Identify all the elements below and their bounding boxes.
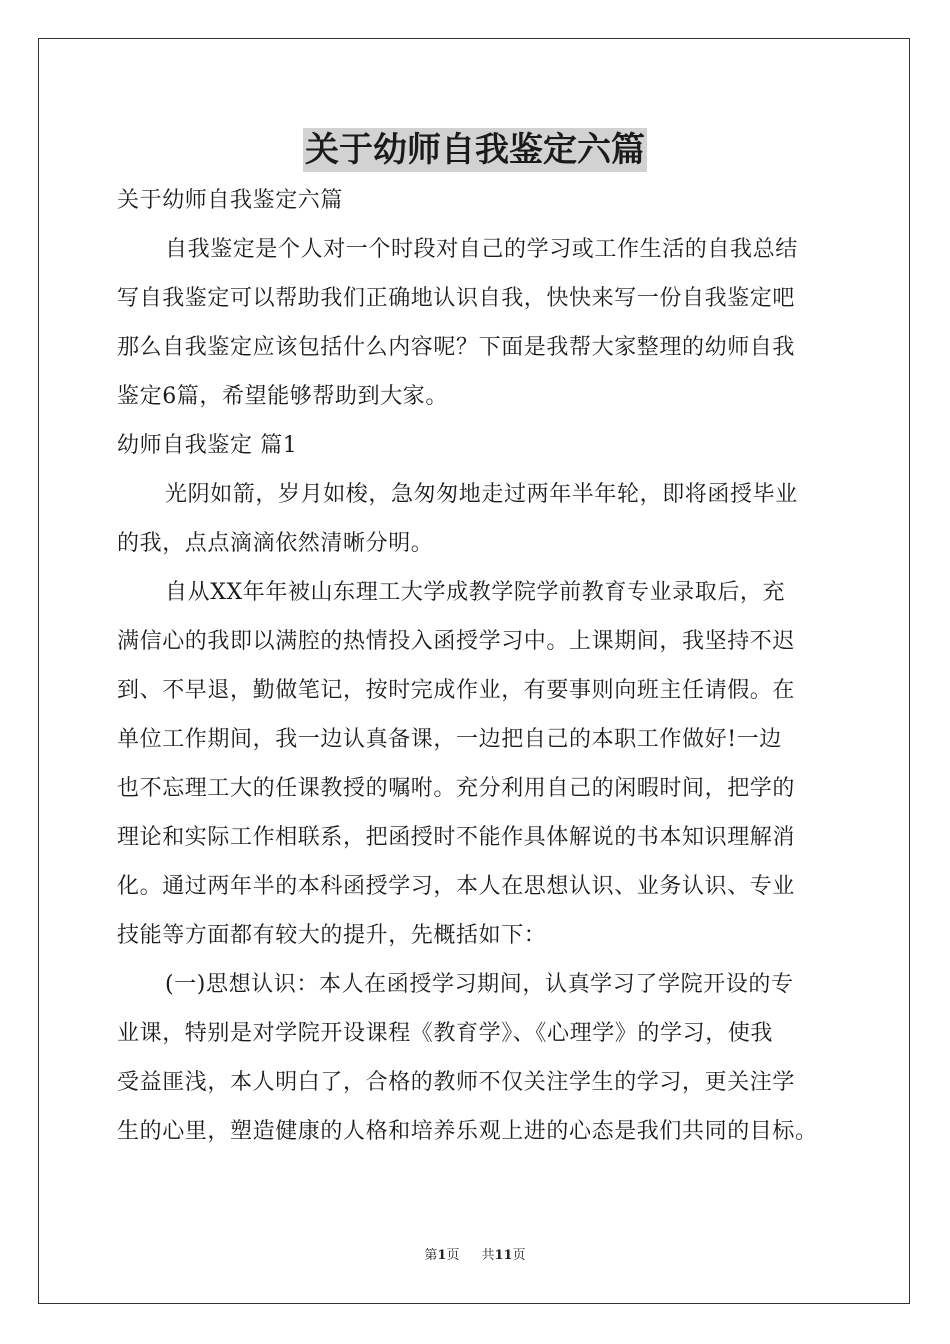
paragraph-line: 的我，点点滴滴依然清晰分明。 — [117, 531, 434, 556]
paragraph-line: 单位工作期间，我一边认真备课，一边把自己的本职工作做好!一边 — [117, 727, 782, 752]
section-heading: 幼师自我鉴定 篇1 — [117, 433, 298, 458]
title-block — [0, 128, 950, 172]
paragraph-line: 理论和实际工作相联系，把函授时不能作具体解说的书本知识理解消 — [117, 825, 796, 850]
document-subtitle: 关于幼师自我鉴定六篇 — [117, 188, 344, 213]
page-label-suffix: 页 — [446, 1248, 460, 1263]
paragraph-line: 到、不早退，勤做笔记，按时完成作业，有要事则向班主任请假。在 — [117, 678, 796, 703]
page-number: 1 — [437, 1248, 447, 1263]
intro-line: 那么自我鉴定应该包括什么内容呢？下面是我帮大家整理的幼师自我 — [117, 335, 796, 360]
paragraph-line: 技能等方面都有较大的提升，先概括如下： — [117, 923, 547, 948]
page-label-prefix: 第 — [424, 1248, 438, 1263]
paragraph-line: 也不忘理工大的任课教授的嘱咐。充分利用自己的闲暇时间，把学的 — [117, 776, 796, 801]
paragraph-line: 业课，特别是对学院开设课程《教育学》、《心理学》的学习，使我 — [117, 1021, 774, 1046]
paragraph-line: 受益匪浅，本人明白了，合格的教师不仅关注学生的学习，更关注学 — [117, 1070, 796, 1095]
paragraph-line: 满信心的我即以满腔的热情投入函授学习中。上课期间，我坚持不迟 — [117, 629, 796, 654]
paragraph-line: (一)思想认识：本人在函授学习期间，认真学习了学院开设的专 — [165, 972, 794, 997]
total-label-suffix: 页 — [512, 1248, 526, 1263]
intro-line: 鉴定6篇，希望能够帮助到大家。 — [117, 384, 448, 409]
paragraph-line: 生的心里，塑造健康的人格和培养乐观上进的心态是我们共同的目标。 — [117, 1119, 818, 1144]
paragraph-line: 光阴如箭，岁月如梭，急匆匆地走过两年半年轮，即将函授毕业 — [165, 482, 798, 507]
total-label-prefix: 共 — [481, 1248, 495, 1263]
page-total: 11 — [494, 1248, 513, 1263]
document-title: 关于幼师自我鉴定六篇 — [305, 130, 645, 170]
paragraph-line: 化。通过两年半的本科函授学习，本人在思想认识、业务认识、专业 — [117, 874, 796, 899]
paragraph-line: 自从XX年年被山东理工大学成教学院学前教育专业录取后，充 — [165, 580, 786, 605]
document-body — [117, 176, 835, 1156]
page-footer — [0, 1246, 950, 1266]
intro-line: 自我鉴定是个人对一个时段对自己的学习或工作生活的自我总结 — [165, 237, 798, 262]
intro-line: 写自我鉴定可以帮助我们正确地认识自我，快快来写一份自我鉴定吧 — [117, 286, 796, 311]
